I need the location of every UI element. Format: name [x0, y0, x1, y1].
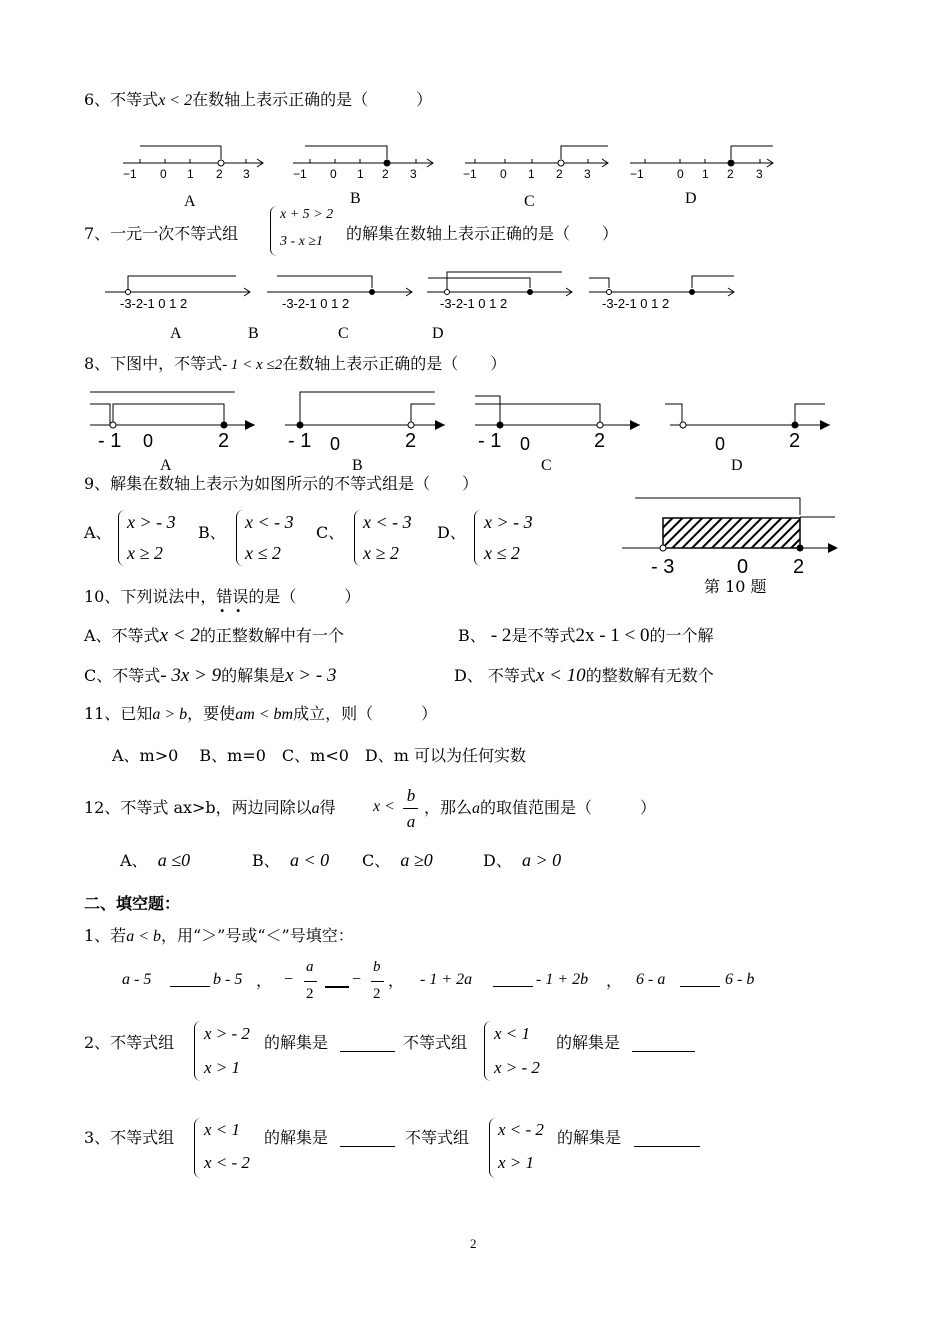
q8-prefix: 8、下图中，不等式	[84, 354, 223, 373]
q12-option-d	[483, 850, 561, 871]
q9-option-b-letter: B、	[198, 523, 226, 542]
letter: A、	[120, 851, 148, 870]
f1-e4-right: 6 - b	[725, 971, 755, 988]
f1-e1-left: a - 5	[122, 971, 152, 988]
q6-option-b: B	[350, 190, 361, 207]
tick: −1	[630, 167, 644, 181]
q9-option-a-l2: x ≥ 2	[127, 543, 163, 563]
q8-line-c	[475, 396, 640, 454]
q7-prefix: 7、一元一次不等式组	[84, 224, 239, 243]
f1-math: a < b	[126, 928, 161, 945]
ticks: -3-2-1 0 1 2	[602, 296, 670, 311]
ticks: -3-2-1 0 1 2	[120, 296, 188, 311]
q9-option-c-brace	[354, 510, 361, 566]
math: a > 0	[522, 850, 562, 870]
tick: 0	[330, 167, 337, 181]
q10-title	[84, 587, 361, 620]
q7-eq2: 3 - x ≥1	[280, 234, 324, 249]
tick: 2	[216, 167, 223, 181]
q6-line-a	[123, 146, 263, 181]
tick: −1	[123, 167, 137, 181]
f1-sep-1: ，	[256, 971, 273, 990]
f1-e3-left: - 1 + 2a	[420, 971, 473, 988]
q9-figure-caption: 第 10 题	[704, 577, 767, 596]
q10-b-math2: 2x - 1 < 0	[575, 625, 650, 646]
q8-line-a	[90, 392, 255, 452]
q12-frac-bar	[403, 808, 418, 809]
q6-option-a: A	[184, 193, 196, 210]
q10-title-a: 10、下列说法中，	[84, 587, 217, 606]
f1-fa-bar	[304, 981, 317, 982]
q10-a-math: x < 2	[159, 625, 200, 646]
f2-mid: 的解集是	[264, 1033, 329, 1052]
f1-blank-1[interactable]	[170, 986, 210, 987]
q9-option-a-letter: A、	[84, 523, 112, 542]
q7-option-b: B	[248, 325, 259, 342]
label: 2	[594, 430, 606, 452]
q8-text	[84, 354, 506, 375]
q6-number-lines	[115, 138, 785, 188]
q7-eq1: x + 5 > 2	[280, 207, 334, 222]
q6-line-d	[630, 146, 773, 181]
f1-fb-num: b	[373, 959, 381, 975]
f2-blank-2[interactable]	[632, 1051, 695, 1052]
f1-suffix: ，用“＞”号或“＜”号填空：	[160, 926, 354, 945]
q9-option-a-brace	[118, 510, 125, 566]
q10-d-pre: D、 不等式	[454, 666, 536, 685]
q9-option-c-letter: C、	[316, 523, 345, 542]
q11-mid: ，要使	[187, 704, 236, 723]
f2-brace-1	[194, 1021, 201, 1081]
emph-dot: ·	[219, 601, 225, 620]
q10-emph-text: 错误	[216, 587, 249, 606]
q6-inequality: x < 2	[158, 92, 193, 109]
q8-option-d: D	[731, 457, 743, 474]
page-number: 2	[470, 1236, 477, 1251]
f2-s2a: x < 1	[494, 1024, 531, 1043]
f1-text	[84, 926, 354, 947]
f3-s2a: x < - 2	[498, 1120, 544, 1139]
label: - 3	[651, 556, 675, 578]
label: 0	[330, 434, 341, 454]
label: 2	[793, 556, 805, 578]
f1-blank-4[interactable]	[680, 986, 720, 987]
tick: 3	[756, 167, 763, 181]
label: 0	[143, 431, 154, 451]
f3-blank-1[interactable]	[340, 1146, 395, 1147]
q10-title-b: 的是（ ）	[248, 587, 361, 606]
q7-number-lines	[100, 268, 750, 318]
q8-suffix: 在数轴上表示正确的是（ ）	[282, 354, 507, 373]
q12-mid: 得	[319, 798, 336, 817]
q9-option-d-letter: D、	[437, 523, 466, 542]
f2-s1a: x > - 2	[204, 1024, 250, 1043]
f3-s2b: x > 1	[498, 1153, 535, 1172]
letter: D、	[483, 851, 512, 870]
q9-option-c-l1: x < - 3	[363, 512, 412, 532]
q12-frac-den: a	[406, 812, 416, 831]
label: 0	[715, 434, 726, 454]
f3-s1b: x < - 2	[204, 1153, 250, 1172]
q10-c-math2: x > - 3	[285, 665, 337, 686]
f3-brace-2	[489, 1118, 496, 1178]
label: 2	[405, 430, 417, 452]
q12-a2: a	[472, 800, 481, 817]
f1-neg-b: −	[352, 971, 362, 988]
q12-option-b	[252, 850, 329, 871]
f3-blank-2[interactable]	[634, 1146, 700, 1147]
tick: 2	[556, 167, 563, 181]
q10-c-mid: 的解集是	[221, 666, 286, 685]
q11-text	[84, 704, 437, 725]
tick: 0	[500, 167, 507, 181]
ticks: -3-2-1 0 1 2	[440, 296, 508, 311]
math: a < 0	[289, 850, 330, 870]
q12-prefix	[84, 798, 336, 819]
q10-b-pre: B、	[458, 626, 486, 645]
f1-sep-3: ，	[606, 971, 623, 990]
q8-option-c: C	[541, 457, 552, 474]
q11-m1: a > b	[152, 706, 188, 723]
f1-blank-3[interactable]	[493, 986, 533, 987]
math: a ≥0	[400, 850, 433, 870]
q8-option-b: B	[352, 457, 363, 474]
q6-option-c: C	[524, 193, 535, 210]
f3-mid2: 不等式组	[405, 1128, 470, 1147]
q7-option-c: C	[338, 325, 349, 342]
tick: −1	[463, 167, 477, 181]
q7-line-a	[105, 276, 250, 311]
q10-option-c	[84, 666, 336, 686]
f2-mid2: 不等式组	[403, 1033, 468, 1052]
letter: C、	[362, 851, 391, 870]
q10-a-post: 的正整数解中有一个	[199, 626, 344, 645]
f1-fa-num: a	[306, 959, 314, 975]
q7-option-d: D	[432, 325, 444, 342]
q6-line-c	[463, 146, 608, 181]
ticks: -3-2-1 0 1 2	[282, 296, 350, 311]
f1-e3-right: - 1 + 2b	[536, 971, 589, 988]
q6-prefix: 6、不等式	[84, 90, 159, 109]
q10-emphasis	[216, 587, 249, 620]
f3-end: 的解集是	[557, 1128, 622, 1147]
q6-line-b	[293, 146, 433, 181]
q10-option-d	[454, 666, 714, 686]
label: - 1	[98, 430, 122, 452]
q10-b-mid: 是不等式	[511, 626, 576, 645]
label: 2	[789, 430, 801, 452]
q9-option-d-brace	[474, 510, 481, 566]
tick: 3	[243, 167, 250, 181]
q6-suffix: 在数轴上表示正确的是（ ）	[192, 90, 433, 109]
q12-a: a	[311, 800, 320, 817]
tick: 3	[410, 167, 417, 181]
q7-brace	[270, 206, 277, 256]
q9-option-c-l2: x ≥ 2	[363, 543, 399, 563]
q10-a-pre: A、不等式	[84, 626, 160, 645]
q11-suffix: 成立，则（ ）	[293, 704, 438, 723]
q10-option-b	[458, 626, 714, 646]
q7-suffix: 的解集在数轴上表示正确的是（ ）	[346, 224, 619, 243]
q8-option-a: A	[160, 457, 172, 474]
q11-options: A、m>0 B、m=0 C、m<0 D、m 可以为任何实数	[112, 746, 527, 765]
tick: 0	[677, 167, 684, 181]
label: - 1	[478, 430, 502, 452]
q7-line-c	[427, 272, 572, 311]
q7-line-d	[589, 276, 734, 311]
tick: 1	[702, 167, 709, 181]
q12-option-a	[120, 850, 190, 871]
label: 2	[218, 430, 230, 452]
letter: B、	[252, 851, 280, 870]
f2-end: 的解集是	[556, 1033, 621, 1052]
label: 0	[737, 556, 749, 578]
tick: 3	[584, 167, 591, 181]
q8-line-b	[285, 392, 445, 454]
tick: 0	[160, 167, 167, 181]
q10-option-a	[84, 626, 344, 646]
q7-option-a: A	[170, 325, 182, 342]
q12-x-lt: x <	[373, 798, 395, 815]
f1-prefix: 1、若	[84, 926, 127, 945]
f1-fa-den: 2	[306, 986, 314, 1002]
q12-mid2: ，那么	[424, 798, 473, 817]
q12-suffix	[424, 798, 656, 819]
q9-option-d-l1: x > - 3	[484, 512, 533, 532]
q7-line-b	[267, 276, 412, 311]
q9-option-d-l2: x ≤ 2	[484, 543, 520, 563]
q9-option-b-l1: x < - 3	[245, 512, 294, 532]
section-heading: 二、填空题：	[84, 894, 181, 913]
q9-option-b-l2: x ≤ 2	[245, 543, 281, 563]
f1-blank-2[interactable]	[325, 986, 349, 988]
f2-s2b: x > - 2	[494, 1058, 540, 1077]
f1-fb-bar	[371, 981, 384, 982]
q12-option-c	[362, 850, 433, 871]
q10-d-math: x < 10	[535, 665, 586, 686]
q8-number-lines	[85, 384, 845, 454]
q10-b-math1: - 2	[490, 625, 512, 646]
f3-brace-1	[194, 1118, 201, 1178]
f3-prefix: 3、不等式组	[84, 1128, 175, 1147]
f1-fb-den: 2	[373, 986, 381, 1002]
q11-m2: am < bm	[235, 706, 294, 723]
q9-text: 9、解集在数轴上表示为如图所示的不等式组是（ ）	[84, 474, 479, 493]
q6-option-d: D	[685, 190, 697, 207]
q10-d-post: 的整数解有无数个	[585, 666, 714, 685]
f2-prefix: 2、不等式组	[84, 1033, 175, 1052]
f3-mid: 的解集是	[264, 1128, 329, 1147]
q8-line-d	[665, 404, 830, 454]
q12-suffix-text: 的取值范围是（ ）	[480, 798, 657, 817]
q11-prefix: 11、已知	[84, 704, 153, 723]
f1-e1-right: b - 5	[213, 971, 243, 988]
q9-option-b-brace	[236, 510, 243, 566]
f1-sep-2: ，	[388, 971, 405, 990]
f1-e4-left: 6 - a	[636, 971, 666, 988]
f2-blank-1[interactable]	[340, 1051, 395, 1052]
q9-option-a-l1: x > - 3	[127, 512, 176, 532]
q10-b-post: 的一个解	[649, 626, 714, 645]
tick: 1	[528, 167, 535, 181]
q10-c-math1: - 3x > 9	[160, 665, 222, 686]
q12-frac-num: b	[406, 786, 416, 805]
emph-dot: ·	[235, 601, 241, 620]
f2-brace-2	[484, 1021, 491, 1081]
tick: −1	[293, 167, 307, 181]
tick: 2	[727, 167, 734, 181]
q6-text	[84, 90, 432, 111]
q12-prefix-text: 12、不等式 ax>b，两边同除以	[84, 798, 312, 817]
label: 0	[520, 434, 531, 454]
f3-s1a: x < 1	[204, 1120, 241, 1139]
tick: 1	[187, 167, 194, 181]
q8-inequality: - 1 < x ≤2	[222, 357, 283, 373]
tick: 1	[357, 167, 364, 181]
f1-neg-a: −	[284, 971, 294, 988]
q9-figure	[620, 490, 840, 580]
q10-c-pre: C、不等式	[84, 666, 161, 685]
label: - 1	[288, 430, 312, 452]
math: a ≤0	[157, 850, 191, 870]
tick: 2	[382, 167, 389, 181]
f2-s1b: x > 1	[204, 1058, 241, 1077]
